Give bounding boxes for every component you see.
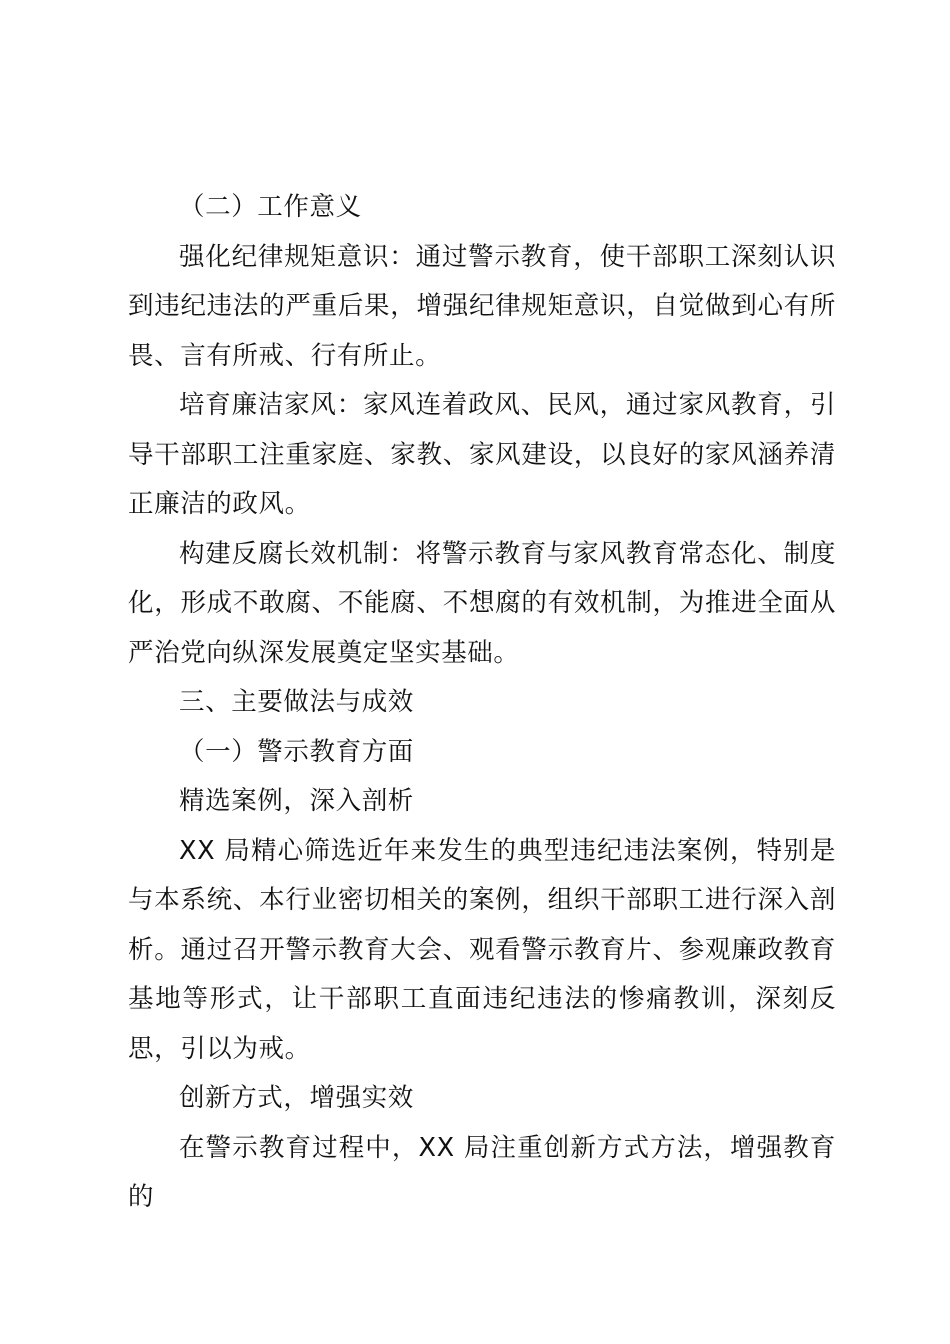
topic-heading-innovate-methods: 创新方式，增强实效	[179, 1083, 414, 1113]
section-heading-main-practices: 三、主要做法与成效	[179, 687, 414, 717]
topic-heading-select-cases: 精选案例，深入剖析	[179, 786, 414, 816]
paragraph-clean-family-style: 培育廉洁家风：家风连着政风、民风，通过家风教育，引导干部职工注重家庭、家教、家风建设，以良好的家风涵养清正廉洁的政风。	[128, 390, 836, 519]
document-body	[128, 183, 836, 1223]
section-heading-work-significance: （二）工作意义	[179, 192, 362, 222]
paragraph-case-analysis: XX 局精心筛选近年来发生的典型违纪违法案例，特别是与本系统、本行业密切相关的案例，组织干部职工进行深入剖析。通过召开警示教育大会、观看警示教育片、参观廉政教育基地等形式，让干部职工直面违纪违法的惨痛教训，深刻反思，引以为戒。	[128, 835, 836, 1064]
subsection-heading-warning-education: （一）警示教育方面	[179, 736, 414, 767]
paragraph-anti-corruption-mechanism: 构建反腐长效机制：将警示教育与家风教育常态化、制度化，形成不敢腐、不能腐、不想腐的有效机制，为推进全面从严治党向纵深发展奠定坚实基础。	[128, 538, 836, 668]
paragraph-discipline-awareness: 强化纪律规矩意识：通过警示教育，使干部职工深刻认识到违纪违法的严重后果，增强纪律规矩意识，自觉做到心有所畏、言有所戒、行有所止。	[128, 241, 836, 371]
paragraph-innovation-partial: 在警示教育过程中，XX 局注重创新方式方法，增强教育的	[128, 1132, 836, 1212]
